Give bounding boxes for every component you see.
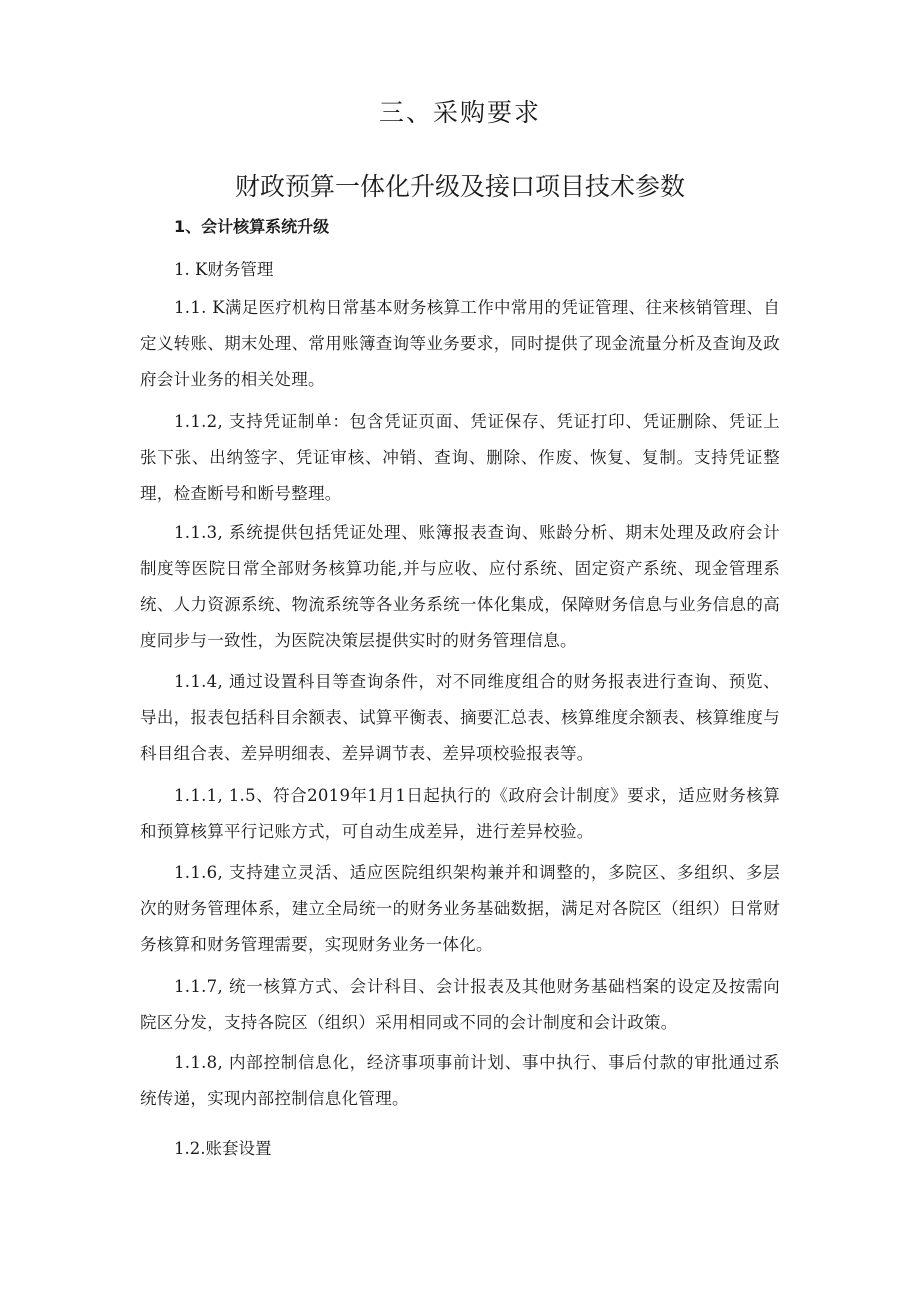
paragraph-1-1-7: 1.1.7, 统一核算方式、会计科目、会计报表及其他财务基础档案的设定及按需向院区分发，支持各院区（组织）采用相同或不同的会计制度和会计政策。 <box>140 977 780 1032</box>
paragraph-1-1-8: 1.1.8, 内部控制信息化，经济事项事前计划、事中执行、事后付款的审批通过系统传递，实现内部控制信息化管理。 <box>140 1053 780 1108</box>
page-subtitle: 财政预算一体化升级及接口项目技术参数 <box>234 172 685 201</box>
paragraph-1-1-3: 1.1.3, 系统提供包括凭证处理、账簿报表查询、账龄分析、期末处理及政府会计制度等医院日常全部财务核算功能,并与应收、应付系统、固定资产系统、现金管理系统、人力资源系统、物流系统等各业务系统一体化集成，保障财务信息与业务信息的高度同步与一致性，为医院决策层提供实时的财务管理信息。 <box>140 523 780 650</box>
paragraph-1-1-6: 1.1.6, 支持建立灵活、适应医院组织架构兼并和调整的，多院区、多组织、多层次的财务管理体系，建立全局统一的财务业务基础数据，满足对各院区（组织）日常财务核算和财务管理需要，实现财务业务一体化。 <box>140 863 780 954</box>
page-title: 三、采购要求 <box>378 98 541 127</box>
subheading-ledger-setup: 1.2.账套设置 <box>174 1139 272 1158</box>
paragraph-1-1-4: 1.1.4, 通过设置科目等查询条件，对不同维度组合的财务报表进行查询、预览、导出，报表包括科目余额表、试算平衡表、摘要汇总表、核算维度余额表、核算维度与科目组合表、差异明细表、差异调节表、差异项校验报表等。 <box>140 672 780 763</box>
section-heading: 1、会计核算系统升级 <box>174 217 330 236</box>
paragraph-1-1: 1.1. K满足医疗机构日常基本财务核算工作中常用的凭证管理、往来核销管理、自定义转账、期末处理、常用账簿查询等业务要求，同时提供了现金流量分析及查询及政府会计业务的相关处理。 <box>140 298 780 389</box>
subheading-financial-management: 1. K财务管理 <box>174 260 274 279</box>
paragraph-1-1-2: 1.1.2, 支持凭证制单：包含凭证页面、凭证保存、凭证打印、凭证删除、凭证上张下张、出纳签字、凭证审核、冲销、查询、删除、作废、恢复、复制。支持凭证整理，检查断号和断号整理。 <box>140 412 780 503</box>
paragraph-1-1-5: 1.1.1, 1.5、符合2019年1月1日起执行的《政府会计制度》要求，适应财务核算和预算核算平行记账方式，可自动生成差异，进行差异校验。 <box>140 786 780 841</box>
